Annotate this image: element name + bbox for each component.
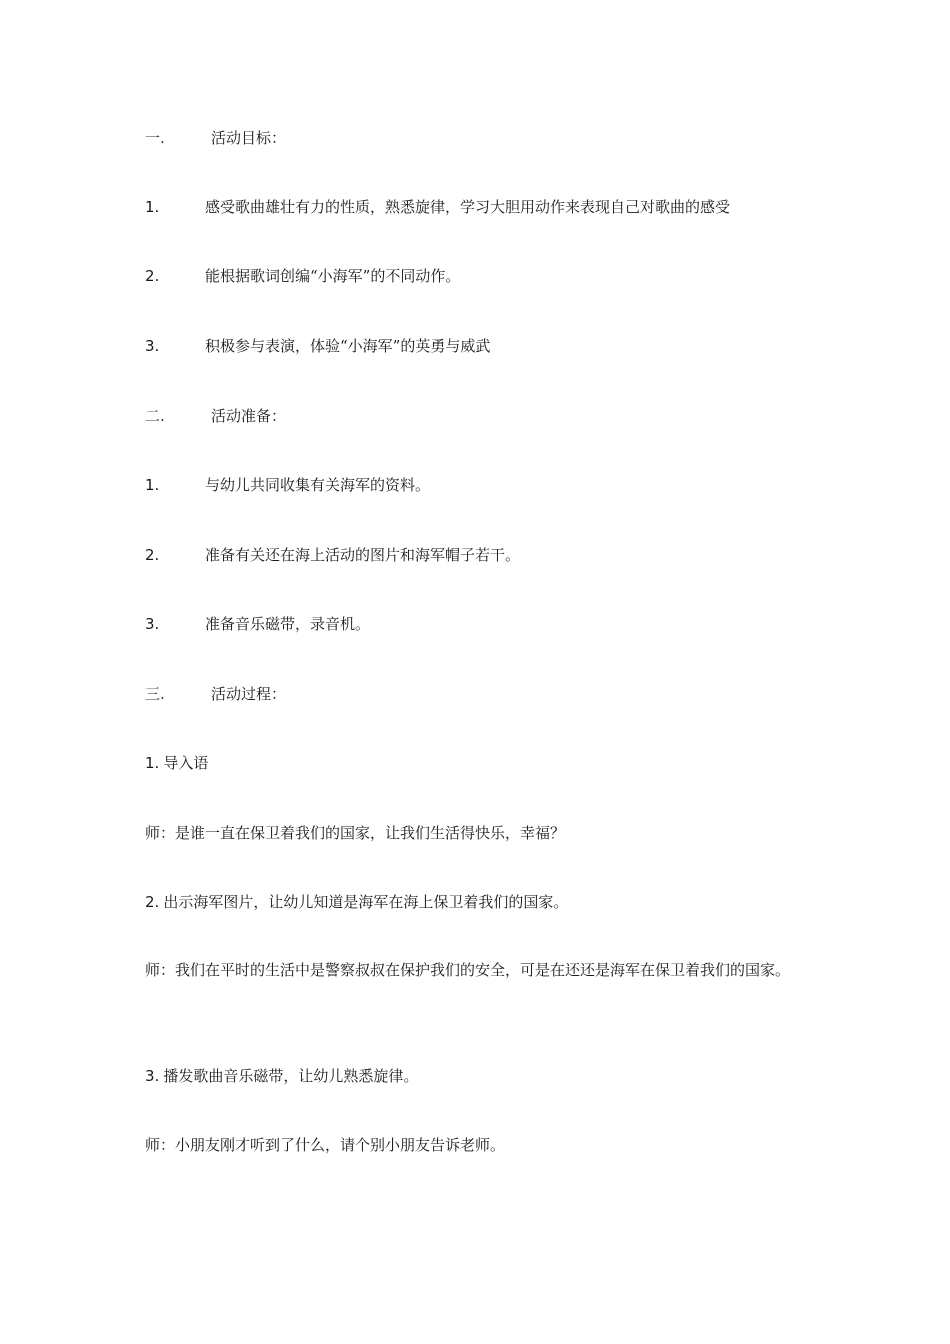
process-step (145, 1065, 825, 1087)
step-text: 出示海军图片，让幼儿知道是海军在海上保卫着我们的国家。 (163, 893, 569, 911)
step-number: 1. (145, 754, 160, 772)
section-number: 三. (145, 685, 165, 703)
step-text: 导入语 (163, 754, 209, 772)
teacher-text: 师：小朋友刚才听到了什么，请个别小朋友告诉老师。 (145, 1136, 506, 1154)
teacher-text: 师：是谁一直在保卫着我们的国家，让我们生活得快乐，幸福？ (145, 824, 566, 842)
item-text: 积极参与表演，体验“小海军”的英勇与威武 (205, 337, 491, 355)
step-number: 3. (145, 1067, 160, 1085)
item-number: 3. (145, 337, 160, 355)
section-title: 活动目标： (211, 129, 287, 147)
item-number: 1. (145, 198, 160, 216)
item-text: 感受歌曲雄壮有力的性质，熟悉旋律，学习大胆用动作来表现自己对歌曲的感受 (205, 198, 731, 216)
step-text: 播发歌曲音乐磁带，让幼儿熟悉旋律。 (163, 1067, 419, 1085)
process-step (145, 752, 825, 774)
item-number: 1. (145, 476, 160, 494)
step-number: 2. (145, 893, 160, 911)
process-step (145, 891, 825, 913)
item-text: 能根据歌词创编“小海军”的不同动作。 (205, 267, 461, 285)
section-title: 活动过程： (211, 685, 287, 703)
item-text: 准备有关还在海上活动的图片和海军帽子若干。 (205, 546, 521, 564)
teacher-line (145, 953, 825, 987)
section-number: 一. (145, 129, 165, 147)
section-title: 活动准备： (211, 407, 287, 425)
teacher-line (145, 1134, 825, 1156)
teacher-text: 师：我们在平时的生活中是警察叔叔在保护我们的安全，可是在还还是海军在保卫着我们的国家。 (145, 961, 791, 979)
teacher-line (145, 822, 825, 844)
section-number: 二. (145, 407, 165, 425)
item-text: 与幼儿共同收集有关海军的资料。 (205, 476, 431, 494)
item-number: 2. (145, 267, 160, 285)
item-number: 2. (145, 546, 160, 564)
item-text: 准备音乐磁带，录音机。 (205, 615, 371, 633)
item-number: 3. (145, 615, 160, 633)
